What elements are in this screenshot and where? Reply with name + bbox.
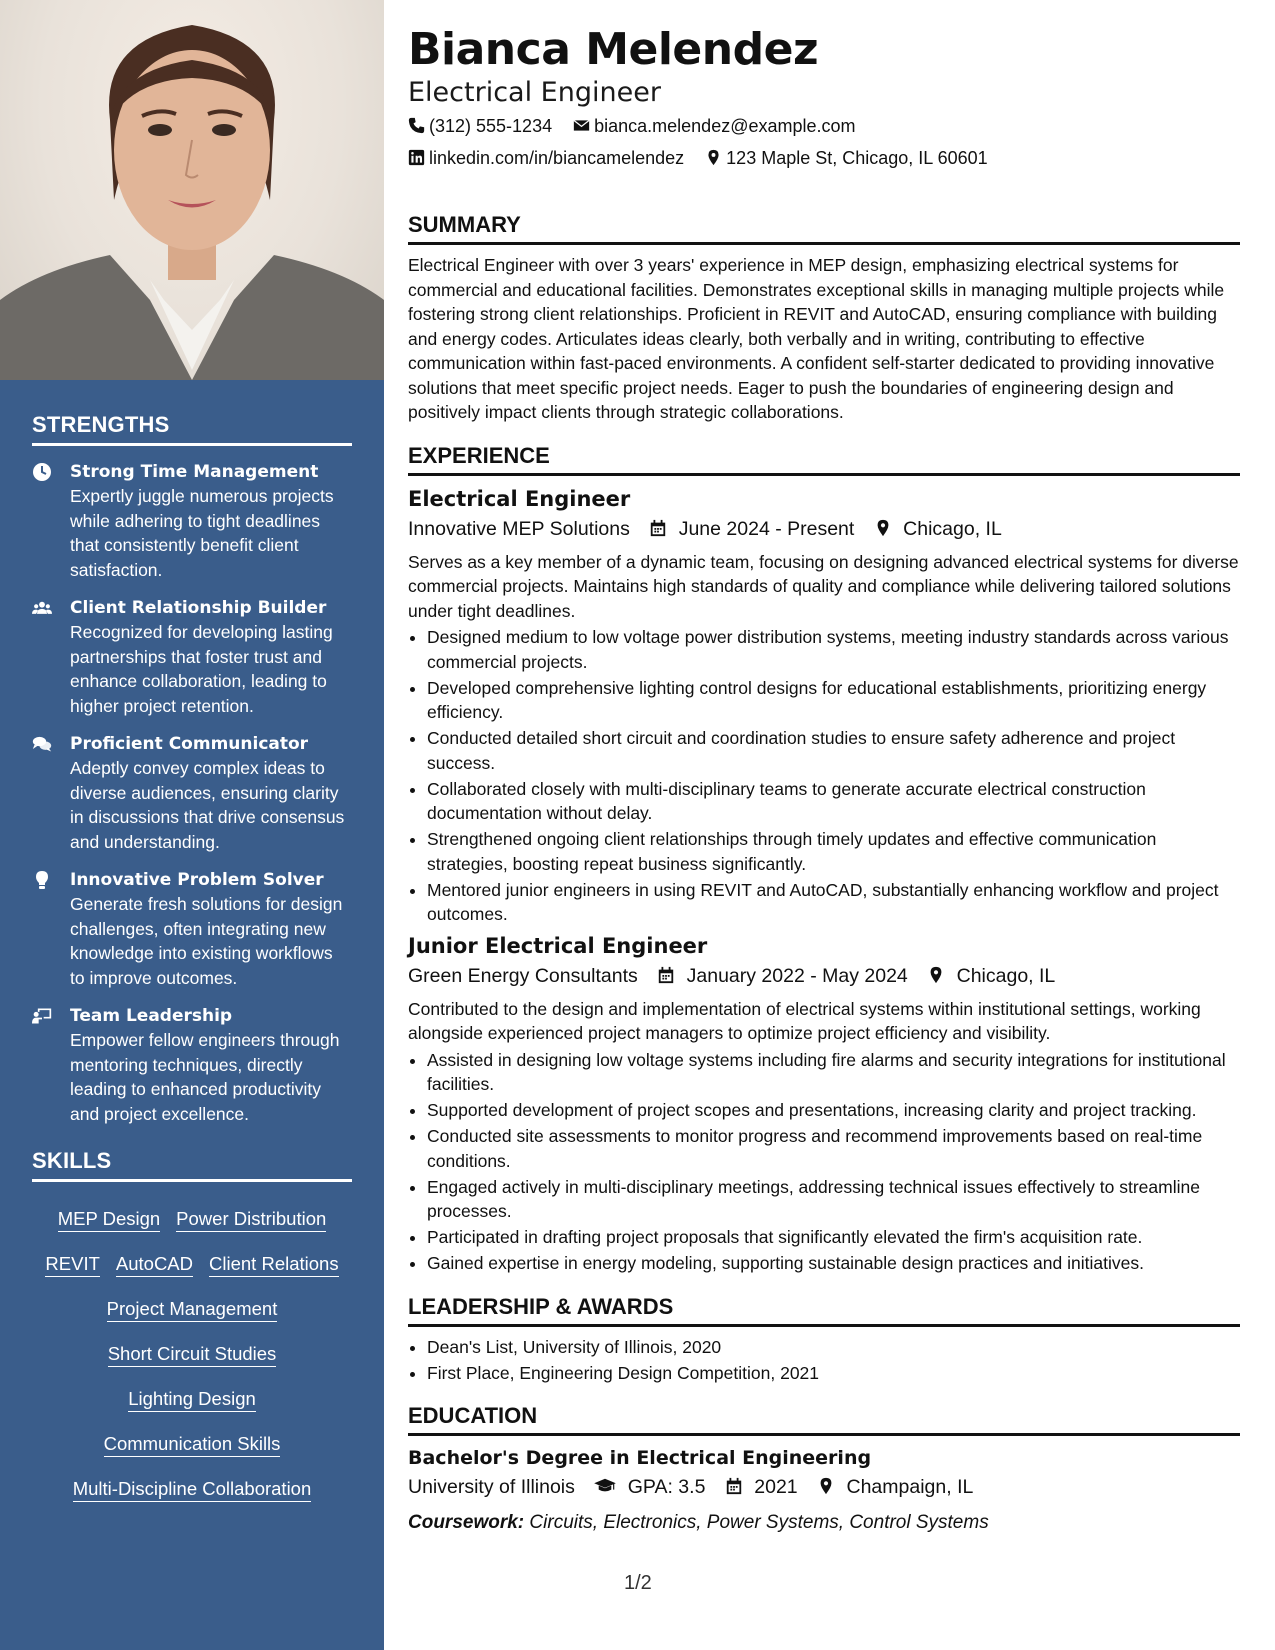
contact-info: [408, 110, 1240, 174]
calendar-icon: [657, 966, 675, 984]
skill-tag: Short Circuit Studies: [108, 1342, 277, 1367]
list-item: • Assisted in designing low voltage systems including fire alarms and security integrations for institutional facilities.: [427, 1048, 1240, 1097]
strength-title: Client Relationship Builder: [70, 598, 327, 618]
strength-item: [32, 732, 352, 854]
comments-icon: [32, 732, 70, 854]
coursework-text: Circuits, Electronics, Power Systems, Control Systems: [529, 1512, 989, 1533]
job-dates: January 2022 - May 2024: [686, 964, 908, 987]
phone-icon: [408, 117, 425, 134]
job-location: Chicago, IL: [903, 517, 1002, 540]
skill-tag: MEP Design: [58, 1207, 160, 1232]
address-text: 123 Maple St, Chicago, IL 60601: [726, 148, 988, 168]
skills-row: [32, 1376, 352, 1421]
graduation-year: 2021: [754, 1476, 798, 1498]
job-title: Junior Electrical Engineer: [408, 933, 708, 958]
skill-tag: Lighting Design: [128, 1387, 256, 1412]
strength-item: [32, 868, 352, 990]
skill-tag: Project Management: [107, 1297, 278, 1322]
graduation-cap-icon: [594, 1477, 616, 1495]
education-location: Champaign, IL: [846, 1476, 974, 1498]
job-dates: June 2024 - Present: [678, 517, 855, 540]
main-content: [408, 24, 1240, 1538]
calendar-icon: [725, 1477, 743, 1495]
job-title: Electrical Engineer: [408, 486, 631, 511]
sidebar: [0, 0, 384, 1650]
job-meta: [408, 514, 1240, 544]
gpa: GPA: 3.5: [627, 1476, 706, 1498]
awards-heading: LEADERSHIP & AWARDS: [408, 1294, 1240, 1327]
page-number: 1/2: [624, 1572, 652, 1594]
skill-tag: AutoCAD: [116, 1252, 193, 1277]
profile-photo: [0, 0, 384, 380]
strength-description: Adeptly convey complex ideas to diverse audiences, ensuring clarity in discussions that drive consensus and understanding.: [70, 758, 345, 852]
clock-icon: [32, 460, 70, 582]
skills-row: [32, 1196, 352, 1241]
list-item: • Developed comprehensive lighting control designs for educational establishments, prioritizing energy efficiency.: [427, 676, 1240, 725]
skill-tag: Communication Skills: [104, 1432, 281, 1457]
linkedin-text: linkedin.com/in/biancamelendez: [429, 148, 685, 168]
skills-row: [32, 1331, 352, 1376]
calendar-icon: [649, 519, 667, 537]
strength-description: Expertly juggle numerous projects while adhering to tight deadlines that consistently benefit client satisfaction.: [70, 486, 334, 580]
strength-description: Recognized for developing lasting partnerships that foster trust and enhance collaboration, leading to higher project retention.: [70, 622, 333, 716]
strength-item: [32, 460, 352, 582]
list-item: • First Place, Engineering Design Competition, 2021: [427, 1361, 1240, 1386]
strengths-heading: STRENGTHS: [32, 412, 352, 446]
email-text: bianca.melendez@example.com: [594, 116, 856, 136]
strength-description: Empower fellow engineers through mentoring techniques, directly leading to enhanced productivity and project excellence.: [70, 1030, 340, 1124]
sidebar-content: [32, 412, 352, 1511]
job-meta: [408, 961, 1240, 991]
strength-title: Proficient Communicator: [70, 734, 309, 754]
list-item: • Engaged actively in multi-disciplinary meetings, addressing technical issues effectively to streamline processes.: [427, 1175, 1240, 1224]
list-item: • Conducted detailed short circuit and coordination studies to ensure safety adherence and project success.: [427, 726, 1240, 775]
job-bullets: [408, 625, 1240, 927]
list-item: • Participated in drafting project proposals that significantly elevated the firm's acquisition rate.: [427, 1225, 1240, 1250]
chalkboard-teacher-icon: [32, 1004, 70, 1126]
candidate-role: Electrical Engineer: [408, 77, 661, 108]
lightbulb-icon: [32, 868, 70, 990]
strength-title: Innovative Problem Solver: [70, 870, 324, 890]
skills-row: [32, 1421, 352, 1466]
strength-item: [32, 1004, 352, 1126]
list-item: • Strengthened ongoing client relationships through timely updates and effective communication strategies, boosting repeat business significantly.: [427, 827, 1240, 876]
list-item: • Conducted site assessments to monitor progress and recommend improvements based on real-time conditions.: [427, 1124, 1240, 1173]
job-entry: [408, 931, 1240, 1276]
job-company: Green Energy Consultants: [408, 964, 638, 987]
school-name: University of Illinois: [408, 1476, 575, 1498]
skill-tag: REVIT: [45, 1252, 99, 1277]
summary-text: Electrical Engineer with over 3 years' experience in MEP design, emphasizing electrical systems for commercial and educational facilities. Demonstrates exceptional skills in managing multiple projects while fostering strong client relationships. Proficient in REVIT and AutoCAD, ensuring compliance with building and energy codes. Articulates ideas clearly, both verbally and in writing, contributing to effective communication within fast-paced environments. A confident self-starter dedicated to providing innovative solutions that meet specific project needs. Eager to push the boundaries of engineering design and positively impact clients through strategic collaborations.: [408, 255, 1225, 422]
list-item: • Designed medium to low voltage power distribution systems, meeting industry standards across various commercial projects.: [427, 625, 1240, 674]
list-item: • Gained expertise in energy modeling, supporting sustainable design practices and initiatives.: [427, 1251, 1240, 1276]
coursework: [408, 1508, 1240, 1538]
skills-row: [32, 1466, 352, 1511]
skill-tag: Multi-Discipline Collaboration: [73, 1477, 312, 1502]
map-marker-icon: [874, 519, 892, 537]
linkedin-icon: [408, 149, 425, 166]
candidate-name: Bianca Melendez: [408, 24, 819, 75]
strength-item: [32, 596, 352, 718]
strength-title: Team Leadership: [70, 1006, 233, 1026]
degree-title: Bachelor's Degree in Electrical Engineering: [408, 1447, 872, 1469]
envelope-icon: [573, 117, 590, 134]
job-location: Chicago, IL: [956, 964, 1056, 987]
map-marker-icon: [705, 149, 722, 166]
address-contact: [705, 142, 988, 174]
email-contact[interactable]: [573, 110, 855, 142]
list-item: • Supported development of project scopes and presentations, increasing clarity and project tracking.: [427, 1098, 1240, 1123]
skills-section: [32, 1148, 352, 1511]
strength-description: Generate fresh solutions for design challenges, often integrating new knowledge into existing workflows to improve outcomes.: [70, 894, 343, 988]
coursework-label: Coursework:: [408, 1512, 525, 1533]
experience-heading: EXPERIENCE: [408, 443, 1240, 476]
skills-heading: SKILLS: [32, 1148, 352, 1182]
education-heading: EDUCATION: [408, 1403, 1240, 1436]
phone-text: (312) 555-1234: [429, 116, 553, 136]
job-summary: Serves as a key member of a dynamic team, focusing on designing advanced electrical systems for diverse commercial projects. Maintains high standards of quality and compliance while delivering tailored solutions under tight deadlines.: [408, 551, 1239, 621]
list-item: • Mentored junior engineers in using REVIT and AutoCAD, substantially enhancing workflow and project outcomes.: [427, 878, 1240, 927]
education-meta: [408, 1472, 1240, 1502]
skills-list: [32, 1196, 352, 1511]
list-item: • Collaborated closely with multi-disciplinary teams to generate accurate electrical construction documentation without delay.: [427, 777, 1240, 826]
job-summary: Contributed to the design and implementation of electrical systems within institutional settings, working alongside experienced project managers to optimize project efficiency and visibility.: [408, 998, 1201, 1043]
linkedin-contact[interactable]: [408, 142, 684, 174]
list-item: • Dean's List, University of Illinois, 2020: [427, 1335, 1240, 1360]
map-marker-icon: [817, 1477, 835, 1495]
users-icon: [32, 596, 70, 718]
strength-title: Strong Time Management: [70, 462, 319, 482]
job-company: Innovative MEP Solutions: [408, 517, 630, 540]
skills-row: [32, 1241, 352, 1286]
map-marker-icon: [927, 966, 945, 984]
job-bullets: [408, 1048, 1240, 1276]
skills-row: [32, 1286, 352, 1331]
summary-heading: SUMMARY: [408, 212, 1240, 245]
skill-tag: Power Distribution: [176, 1207, 326, 1232]
phone-contact: [408, 110, 552, 142]
job-entry: [408, 484, 1240, 927]
skill-tag: Client Relations: [209, 1252, 339, 1277]
awards-list: [408, 1335, 1240, 1386]
